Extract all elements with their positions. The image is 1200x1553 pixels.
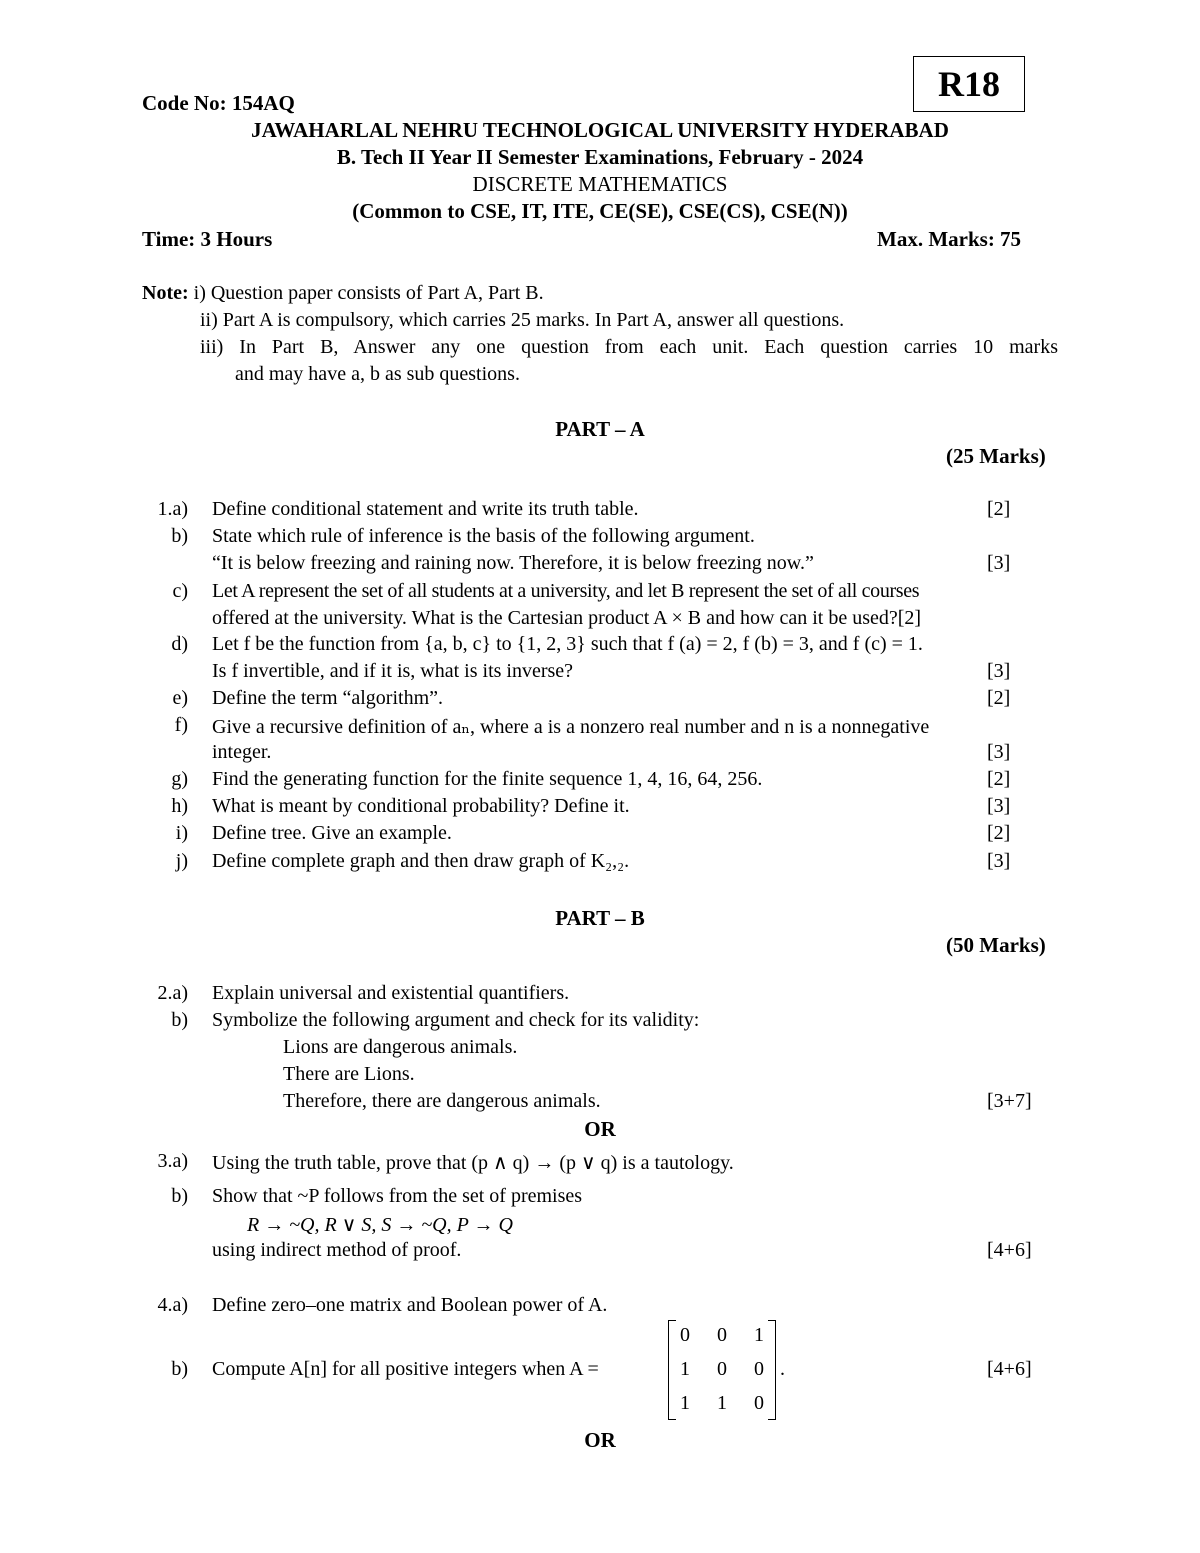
q1i-text: Define tree. Give an example. [212,822,452,844]
q2b-conclusion: Therefore, there are dangerous animals. [283,1090,601,1112]
q1g-number: g) [171,768,188,790]
q4a-number: 4.a) [157,1294,188,1316]
q4-marks: [4+6] [987,1358,1032,1380]
q1d-number: d) [171,633,188,655]
matrix-cell: 1 [717,1392,727,1414]
q3b-text: Show that ~P follows from the set of premises [212,1185,583,1207]
q1g-marks: [2] [987,768,1011,790]
q1a-marks: [2] [987,498,1011,520]
q1c-line-2: offered at the university. What is the Cartesian product A × B and how can it be used? [212,607,898,629]
q2a-number: 2.a) [157,982,188,1004]
q2b-premise-1: Lions are dangerous animals. [283,1036,518,1058]
or-separator-1: OR [584,1117,616,1141]
part-a-title: PART – A [555,417,645,441]
q1b-quote: “It is below freezing and raining now. Therefore, it is below freezing now.” [212,552,814,574]
q1j-number: j) [175,850,188,872]
matrix-cell: 0 [754,1358,764,1380]
q3b-method: using indirect method of proof. [212,1239,462,1261]
q4b-number: b) [171,1358,188,1380]
q1e-number: e) [172,687,188,709]
note-i: i) Question paper consists of Part A, Part B. [193,282,544,304]
matrix-cell: 0 [717,1324,727,1346]
q3a-number: 3.a) [157,1150,188,1172]
note-line-1 [142,282,544,305]
q1h-text: What is meant by conditional probability? Define it. [212,795,630,817]
q1j-marks: [3] [987,850,1011,872]
q1h-number: h) [171,795,188,817]
matrix-period: . [780,1358,785,1380]
q1a-text: Define conditional statement and write its truth table. [212,498,639,520]
matrix-a [668,1320,776,1420]
q1g-text: Find the generating function for the finite sequence 1, 4, 16, 64, 256. [212,768,763,790]
regulation-badge: R18 [913,56,1025,112]
part-a-marks: (25 Marks) [946,444,1046,468]
note-iii: iii) In Part B, Answer any one question from each unit. Each question carries 10 marks [200,336,1058,358]
matrix-cell: 1 [754,1324,764,1346]
q3-marks: [4+6] [987,1239,1032,1261]
q1d-text-cont: Is f invertible, and if it is, what is its inverse? [212,660,574,682]
code-number: Code No: 154AQ [142,91,295,115]
common-branches: (Common to CSE, IT, ITE, CE(SE), CSE(CS), CSE(N)) [352,199,848,223]
q1f-marks: [3] [987,741,1011,763]
q4b-text: Compute A[n] for all positive integers when A = [212,1358,599,1380]
matrix-cell: 0 [754,1392,764,1414]
q4a-text: Define zero–one matrix and Boolean power of A. [212,1294,608,1316]
q2b-text: Symbolize the following argument and check for its validity: [212,1009,700,1031]
q1d-marks: [3] [987,660,1011,682]
matrix-cell: 1 [680,1358,690,1380]
university-name: JAWAHARLAL NEHRU TECHNOLOGICAL UNIVERSITY HYDERABAD [251,118,949,142]
q3a-text: Using the truth table, prove that (p ∧ q) → (p ∨ q) is a tautology. [212,1152,734,1174]
q1j-text: Define complete graph and then draw graph of K₂,₂. [212,850,630,872]
note-iii-cont: and may have a, b as sub questions. [235,363,520,385]
note-ii: ii) Part A is compulsory, which carries 25 marks. In Part A, answer all questions. [200,309,845,331]
q1f-text: Give a recursive definition of aₙ, where a is a nonzero real number and n is a nonnegative [212,716,930,738]
q3b-number: b) [171,1185,188,1207]
q2a-text: Explain universal and existential quantifiers. [212,982,570,1004]
part-b-marks: (50 Marks) [946,933,1046,957]
q1i-marks: [2] [987,822,1011,844]
max-marks: Max. Marks: 75 [877,227,1022,251]
q1b-number: b) [171,525,188,547]
q1f-number: f) [174,714,188,736]
q1i-number: i) [175,822,188,844]
q1f-text-cont: integer. [212,741,272,763]
note-label: Note: [142,282,189,304]
q1d-text: Let f be the function from {a, b, c} to {1, 2, 3} such that f (a) = 2, f (b) = 3, and f (c) = 1. [212,633,923,655]
q1c-number: c) [172,580,188,602]
matrix-cell: 1 [680,1392,690,1414]
q1c-text-cont [212,607,921,630]
q2b-premise-2: There are Lions. [283,1063,415,1085]
q1b-marks: [3] [987,552,1011,574]
q1e-marks: [2] [987,687,1011,709]
matrix-right-bracket [768,1320,776,1420]
q2b-number: b) [171,1009,188,1031]
q1c-marks: [2] [897,607,922,629]
q2-marks: [3+7] [987,1090,1032,1112]
exam-time: Time: 3 Hours [142,227,273,251]
part-b-title: PART – B [555,906,645,930]
q1c-text: Let A represent the set of all students at a university, and let B represent the set of all courses [212,580,920,602]
q1a-number: 1.a) [157,498,188,520]
exam-title: B. Tech II Year II Semester Examinations, February - 2024 [336,145,864,169]
q1h-marks: [3] [987,795,1011,817]
or-separator-2: OR [584,1428,616,1452]
q1e-text: Define the term “algorithm”. [212,687,444,709]
q1b-text: State which rule of inference is the basis of the following argument. [212,525,755,547]
q3b-premises: R → ~Q, R ∨ S, S → ~Q, P → Q [247,1214,513,1236]
matrix-cell: 0 [680,1324,690,1346]
subject-title: DISCRETE MATHEMATICS [472,172,728,196]
matrix-cell: 0 [717,1358,727,1380]
